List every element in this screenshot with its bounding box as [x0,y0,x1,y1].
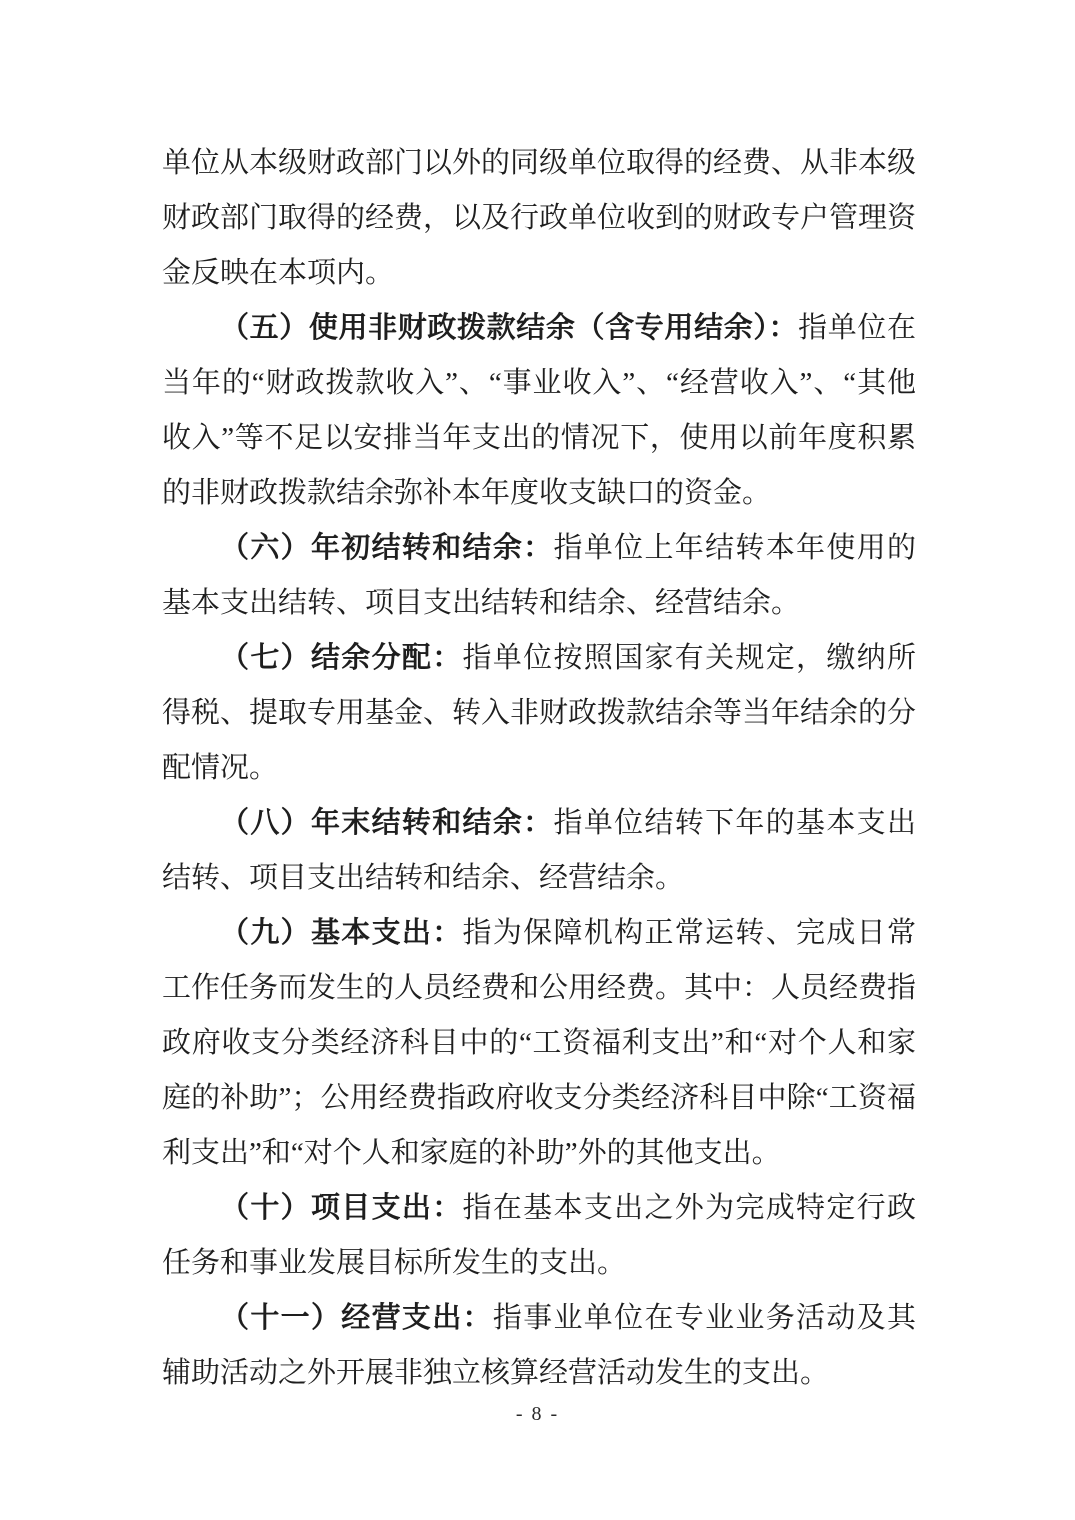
paragraph-text: 指在基本支出之外为完成特定行政任务和事业发展目标所发生的支出。 [162,1192,916,1279]
paragraph [162,521,916,631]
paragraph-text: 指单位按照国家有关规定，缴纳所得税、提取专用基金、转入非财政拨款结余等当年结余的分配情况。 [162,642,917,784]
paragraph [162,906,916,1181]
paragraph-text: 指事业单位在专业业务活动及其辅助活动之外开展非独立核算经营活动发生的支出。 [162,1302,916,1389]
paragraph-term-heading: （六）年初结转和结余： [220,532,554,564]
paragraph-text: 指单位结转下年的基本支出结转、项目支出结转和结余、经营结余。 [162,807,916,894]
paragraph-term-heading: （五）使用非财政拨款结余（含专用结余）： [220,312,799,344]
page-footer [0,1399,1075,1429]
paragraph-text: 指单位上年结转本年使用的基本支出结转、项目支出结转和结余、经营结余。 [162,532,916,619]
paragraph [162,796,916,906]
paragraph-term-heading: （十）项目支出： [220,1192,463,1224]
paragraph [162,301,916,521]
paragraph-term-heading: （八）年末结转和结余： [220,807,554,839]
paragraph-term-heading: （十一）经营支出： [220,1302,493,1334]
paragraph-term-heading: （七）结余分配： [220,642,463,674]
document-body [162,136,916,1401]
paragraph-text: 指为保障机构正常运转、完成日常工作任务而发生的人员经费和公用经费。其中：人员经费指政府收支分类经济科目中的“工资福利支出”和“对个人和家庭的补助”；公用经费指政府收支分类经济科目中除“工资福利支出”和“对个人和家庭的补助”外的其他支出。 [162,917,917,1169]
page-number: - 8 - [515,1403,560,1425]
paragraph-text: 单位从本级财政部门以外的同级单位取得的经费、从非本级财政部门取得的经费，以及行政单位收到的财政专户管理资金反映在本项内。 [162,147,917,289]
paragraph [162,136,916,301]
paragraph [162,1181,916,1291]
paragraph-term-heading: （九）基本支出： [220,917,463,949]
paragraph [162,1291,916,1401]
paragraph [162,631,916,796]
paragraph-text: 指单位在当年的“财政拨款收入”、“事业收入”、“经营收入”、“其他收入”等不足以安排当年支出的情况下，使用以前年度积累的非财政拨款结余弥补本年度收支缺口的资金。 [162,312,916,509]
